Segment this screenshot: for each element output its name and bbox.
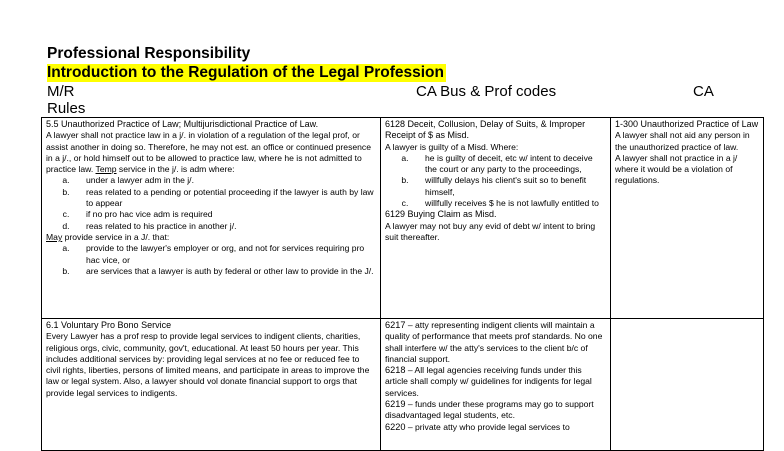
- ca-cell-empty: [611, 319, 764, 451]
- mr-cell-5-5: [42, 118, 381, 319]
- section-heading: 6.1 Voluntary Pro Bono Service: [46, 320, 172, 330]
- underlined-term: May: [46, 231, 63, 242]
- paragraph-text: provide service in a J/. that:: [62, 231, 170, 242]
- paragraph: A lawyer shall not practice in a j/ where it would be a violation of regulations.: [615, 152, 738, 186]
- temp-service-list: [46, 175, 376, 231]
- list-item: b. reas related to a pending or potential proceeding if the lawyer is auth by law to appear: [62, 186, 374, 209]
- column-header-mr: M/R: [47, 83, 75, 100]
- ca-cell-1-300: [611, 118, 764, 319]
- list-item: a. under a lawyer adm in the j/.: [62, 175, 194, 186]
- paragraph: Every Lawyer has a prof resp to provide legal services to indigent clients, charities, religious orgs, civic, community, gov't, educational. At least 50 hours per year. This includes additional services by: providing legal services at no fee or reduced fee to civil rights, liberties, persons of limited means, and participate in areas to improve the law or legal system. Also, a lawyer should vol donate financial support to orgs that provide legal services to indigents.: [46, 331, 370, 398]
- underlined-term: Temp: [95, 164, 117, 175]
- list-item: c. if no pro hac vice adm is required: [62, 209, 213, 220]
- document-subtitle-highlighted: Introduction to the Regulation of the Legal Profession: [47, 64, 444, 81]
- paragraph: A lawyer may not buy any evid of debt w/ intent to bring suit thereafter.: [385, 220, 596, 242]
- paragraph: A lawyer shall not aid any person in the unauthorized practice of law.: [615, 130, 750, 152]
- paragraph: A lawyer is guilty of a Misd. Where:: [385, 141, 519, 152]
- document-title: Professional Responsibility: [47, 45, 251, 62]
- bp-cell-6217: [381, 319, 611, 451]
- column-header-rules: Rules: [47, 100, 86, 117]
- rules-table: [41, 117, 764, 451]
- column-header-ca: CA: [693, 83, 714, 100]
- list-item: a. provide to the lawyer's employer or org, and not for services requiring pro hac vice, or: [62, 243, 365, 265]
- table-row: [42, 118, 764, 319]
- paragraph-text: service in the j/. is adm where:: [116, 164, 235, 175]
- section-heading: 6129 Buying Claim as Misd.: [385, 209, 497, 220]
- paragraph-text: A lawyer shall not practice law in a j/. in violation of a regulation of the legal prof, or assist another in doing so. Therefore, he may not est. an office or continued presence in a j/., or hold himself out to be allowed to practice law, where he is not admitted to practice law.: [46, 130, 372, 175]
- list-item: 6217 – atty representing indigent clients will maintain a quality of performance that meets prof standards. No one shall interfere w/ the atty's services to the client b/c of financial support.: [385, 320, 603, 364]
- may-provide-list: [46, 243, 376, 277]
- mr-cell-6-1: [42, 319, 381, 451]
- misd-list: [385, 153, 606, 209]
- section-heading: 1-300 Unauthorized Practice of Law: [615, 119, 759, 129]
- list-item: b. are services that a lawyer is auth by federal or other law to provide in the J/.: [62, 265, 374, 276]
- paragraph: [46, 232, 376, 243]
- section-heading: 5.5 Unauthorized Practice of Law; Multijurisdictional Practice of Law.: [46, 119, 319, 129]
- column-header-bus-prof: CA Bus & Prof codes: [416, 83, 557, 100]
- paragraph: [46, 130, 376, 175]
- list-item: 6218 – All legal agencies receiving funds under this article shall comply w/ guidelines for indigents for legal services.: [385, 365, 592, 398]
- table-row: [42, 319, 764, 451]
- list-item: c. willfully receives $ he is not lawfully entitled to: [401, 198, 599, 209]
- section-heading: 6128 Deceit, Collusion, Delay of Suits, & Improper Receipt of $ as Misd.: [385, 119, 586, 141]
- list-item: a. he is guilty of deceit, etc w/ intent to deceive the court or any party to the proceedings,: [401, 152, 593, 175]
- list-item: d. reas related to his practice in another j/.: [62, 220, 237, 231]
- bp-cell-6128: [381, 118, 611, 319]
- list-item: b. willfully delays his client's suit so to benefit himself,: [401, 175, 587, 197]
- list-item: 6219 – funds under these programs may go to support disadvantaged legal students, etc.: [385, 399, 594, 421]
- list-item: 6220 – private atty who provide legal services to: [385, 421, 570, 432]
